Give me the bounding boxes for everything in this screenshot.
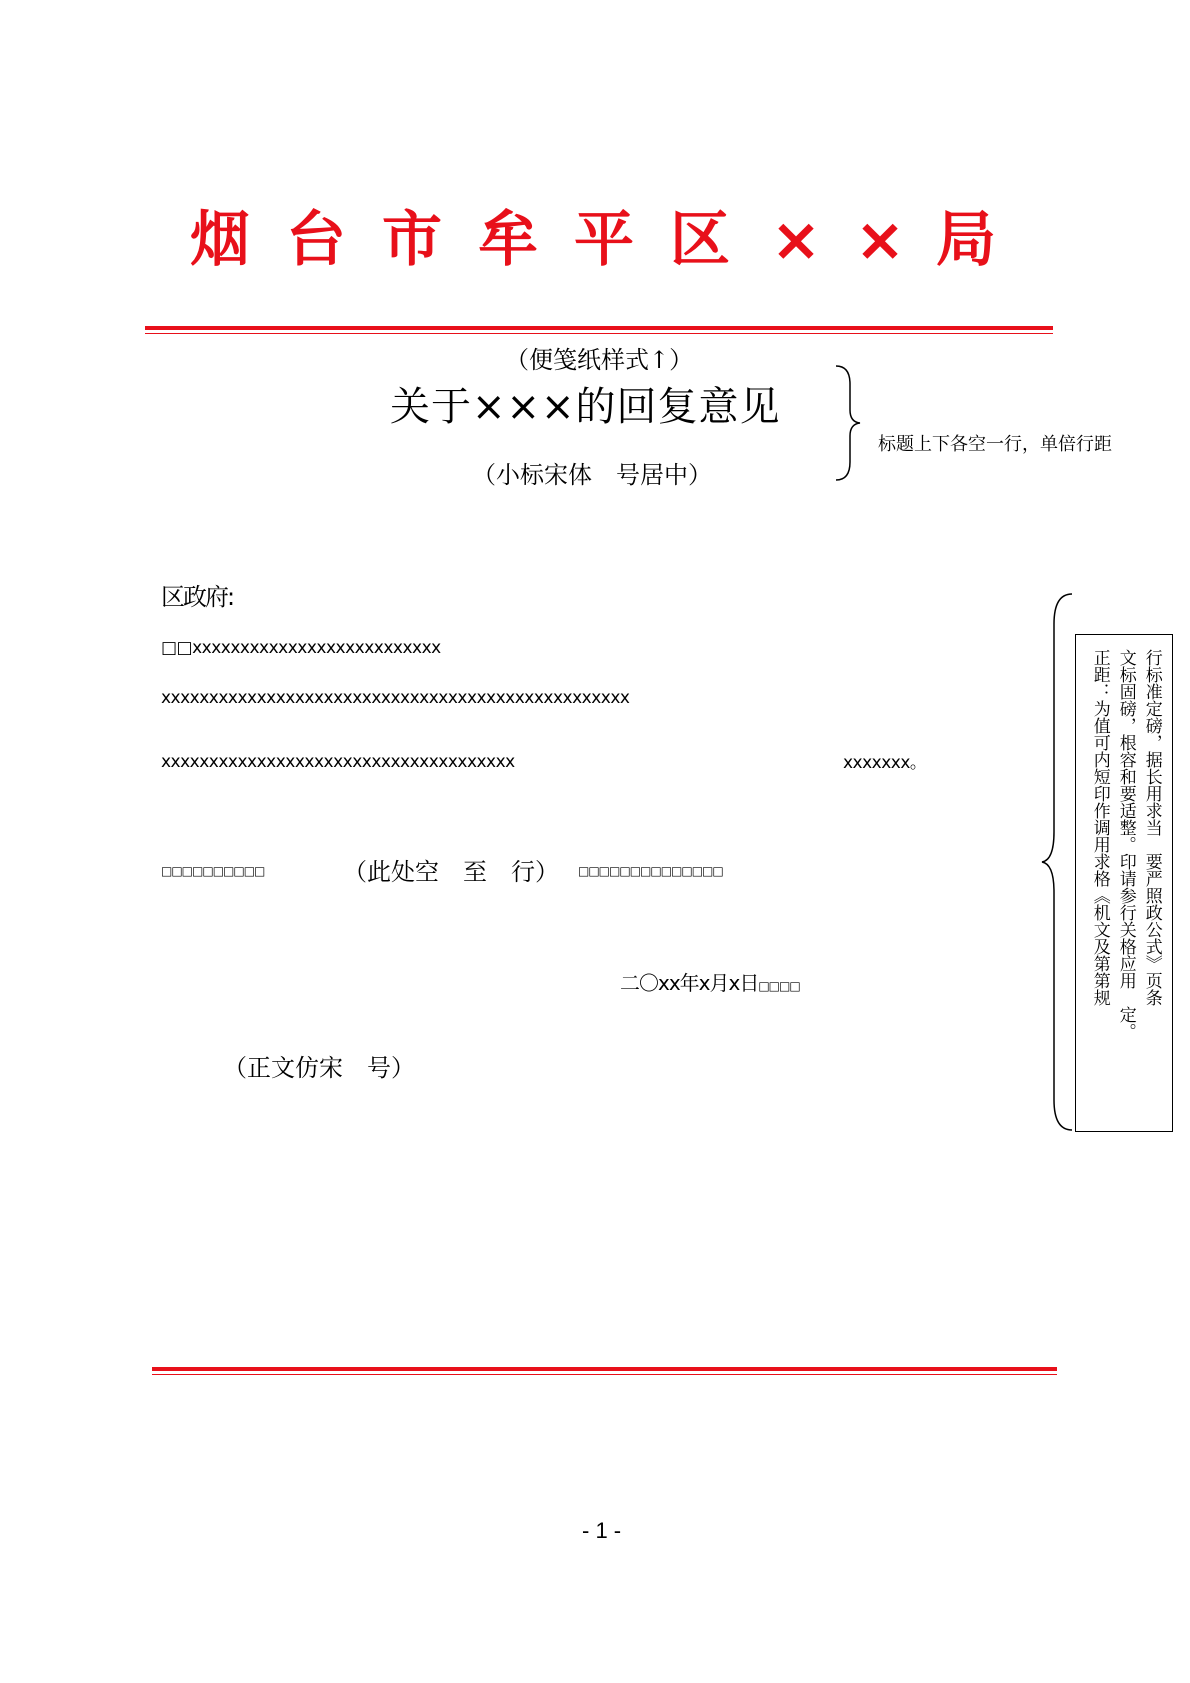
org-char: 区 [670,205,730,275]
org-char: 牟 [478,205,538,275]
document-title: 关于×××的回复意见 [390,384,781,430]
body-line: □□xxxxxxxxxxxxxxxxxxxxxxxxxx [161,638,441,658]
body-line: xxxxxxxxxxxxxxxxxxxxxxxxxxxxxxxxxxxxxxxxxxxxxxxxx [161,688,630,708]
org-char: × [770,205,822,275]
org-char: 烟 [190,205,250,275]
org-char: 市 [382,205,442,275]
side-note-column: 行标准定磅，据长用求当 要严照政公式》页条 [1141,649,1162,1006]
body-line: xxxxxxxxxxxxxxxxxxxxxxxxxxxxxxxxxxxxx [161,752,515,772]
title-font-note: （小标宋体 号居中） [472,461,712,489]
title-brace-icon [832,364,862,482]
org-header [0,200,1190,280]
blank-boxes-left: □□□□□□□□□□ [161,864,265,878]
addressee: 区政府: [161,583,234,611]
date-trailing-boxes: □□□□ [758,979,800,993]
org-char: × [854,205,906,275]
title-spacing-note: 标题上下各空一行，单倍行距 [878,434,1112,455]
date-text: 二〇xx年x月x日 [620,971,759,995]
blank-space-note: （此处空 至 行） [343,858,559,886]
body-font-note: （正文仿宋 号） [223,1054,415,1082]
format-note: （便笺纸样式↑） [505,346,694,374]
document-date [620,967,800,996]
side-note-column: 文标固磅，根容和要适整。印请参行关格应用 定。 [1115,649,1136,1040]
body-line-end: xxxxxxx。 [843,753,927,773]
org-char: 局 [936,205,996,275]
org-char: 平 [574,205,634,275]
side-note-box [1075,634,1173,1132]
blank-boxes-right: □□□□□□□□□□□□□□ [578,864,723,878]
page-number: - 1 - [582,1518,622,1543]
side-note-column: 正距：为值可内短印作调用求格《机文及第第规 [1089,649,1110,1006]
side-brace-icon [1040,592,1076,1132]
org-char: 台 [286,205,346,275]
